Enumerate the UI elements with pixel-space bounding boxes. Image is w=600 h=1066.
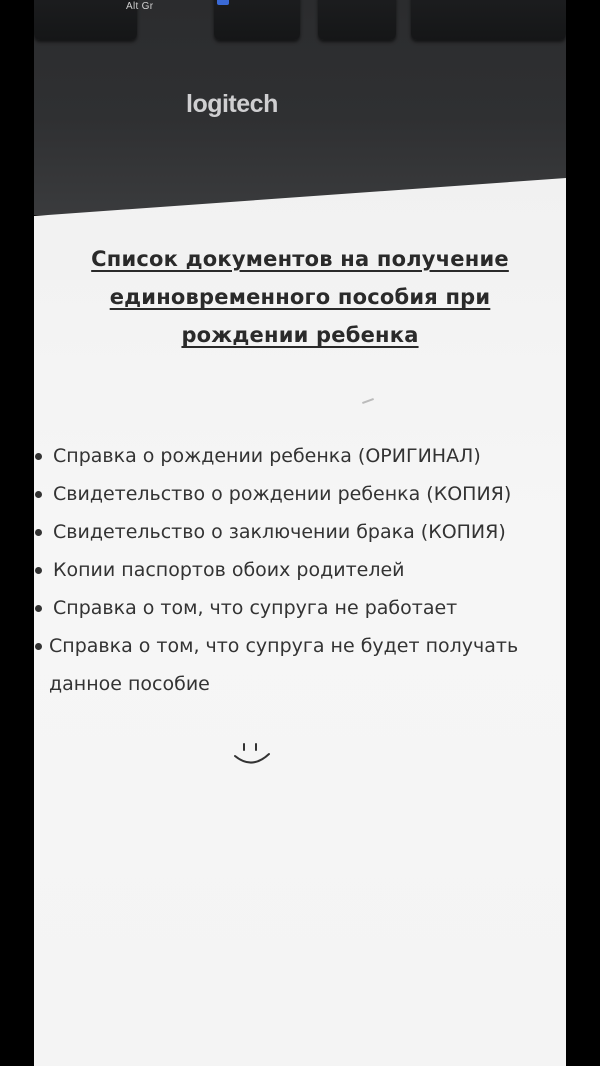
title-line-1: Список документов на получение xyxy=(91,247,509,271)
list-item: Справка о том, что супруга не будет получать данное пособие xyxy=(0,627,566,703)
key-indicator-light xyxy=(217,0,229,5)
document-title xyxy=(34,240,566,354)
key-menu xyxy=(214,0,300,40)
document-list xyxy=(0,437,566,703)
keyboard xyxy=(34,0,566,215)
key-altgr-label: Alt Gr xyxy=(126,1,154,12)
list-item: Справка о том, что супруга не работает xyxy=(0,589,566,627)
smiley-face-icon xyxy=(232,740,274,770)
list-item: Свидетельство о заключении брака (КОПИЯ) xyxy=(0,513,566,551)
key-ctrl xyxy=(318,0,396,40)
list-item: Справка о рождении ребенка (ОРИГИНАЛ) xyxy=(0,437,566,475)
title-line-3: рождении ребенка xyxy=(181,323,419,347)
list-item: Свидетельство о рождении ребенка (КОПИЯ) xyxy=(0,475,566,513)
list-item: Копии паспортов обоих родителей xyxy=(0,551,566,589)
brand-logo: logitech xyxy=(186,90,278,118)
key-arrow xyxy=(411,0,566,40)
title-line-2: единовременного пособия при xyxy=(109,285,491,309)
key-altgr xyxy=(34,0,137,40)
